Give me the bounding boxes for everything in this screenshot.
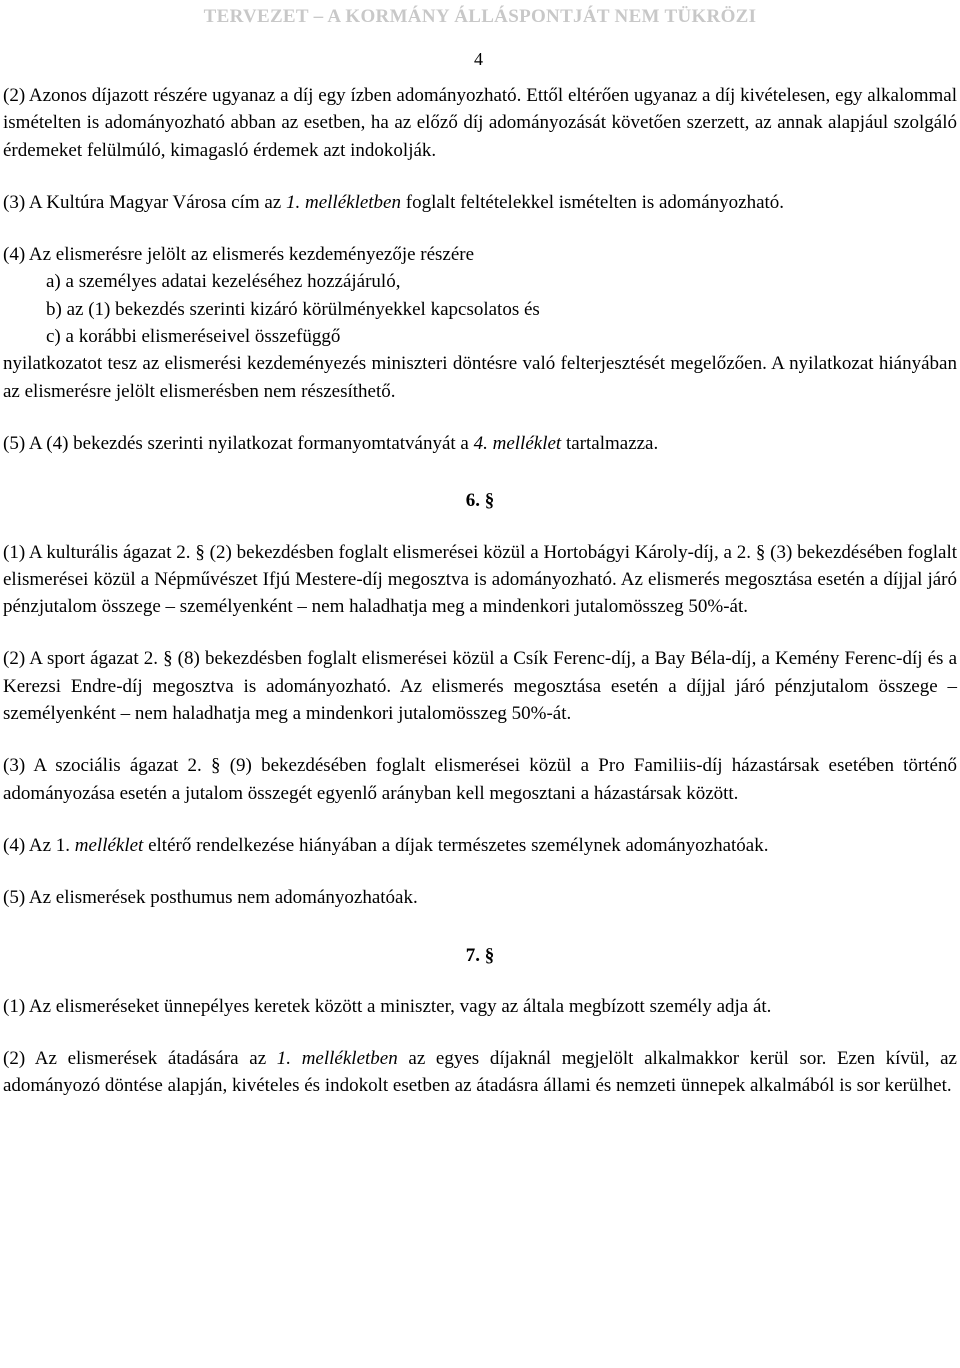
paragraph-6-1: (1) A kulturális ágazat 2. § (2) bekezdésben foglalt elismerései közül a Hortobágyi Károly-díj, a 2. § (3) bekezdésében foglalt elismerései közül a Népművészet Ifjú Mestere-díj megosztva is adományozható. Az elismerés megosztása esetén a díjjal járó pénzjutalom összege – személyenként – nem haladhatja meg a mindenkori jutalomösszeg 50%-át.	[3, 541, 957, 618]
text-run: (4) Az 1.	[3, 834, 75, 856]
section-heading-7: 7. §	[465, 944, 495, 966]
text-run: foglalt feltételekkel ismételten is adományozható.	[401, 191, 785, 213]
annex-reference: 1. mellékletben	[276, 1048, 398, 1070]
text-run: (5) A (4) bekezdés szerinti nyilatkozat formanyomtatványát a	[3, 432, 474, 454]
list-item-a: a) a személyes adatai kezeléséhez hozzájáruló,	[46, 271, 401, 293]
paragraph-6-2: (2) A sport ágazat 2. § (8) bekezdésben foglalt elismerései közül a Csík Ferenc-díj, a Bay Béla-díj, a Kemény Ferenc-díj és a Kerezsi Endre-díj megosztva is adományozható. Az elismerés megosztása esetén a díjjal járó pénzjutalom összege – személyenként – nem haladhatja meg a mindenkori jutalomösszeg 50%-át.	[3, 648, 957, 725]
list-item-c: c) a korábbi elismeréseivel összefüggő	[46, 326, 341, 348]
page-number: 4	[474, 49, 483, 69]
text-run: (2) Az elismerések átadására az	[3, 1048, 277, 1070]
paragraph-5-2: (2) Azonos díjazott részére ugyanaz a díj egy ízben adományozható. Ettől eltérően ugyanaz a díj kivételesen, egy alkalommal ismételten is adományozható abban az esetben, ha az előző díj adományozását követően szerzett, az annak alapjául szolgáló érdemeket felülmúló, kimagasló érdemek azt indokolják.	[3, 85, 957, 161]
annex-reference: 1. mellékletben	[285, 191, 401, 213]
text-run: (3) A Kultúra Magyar Városa cím az	[3, 191, 286, 213]
text-run: tartalmazza.	[561, 432, 659, 454]
paragraph-5-3	[3, 189, 957, 216]
paragraph-5-4-intro: (4) Az elismerésre jelölt az elismerés kezdeményezője részére	[3, 244, 475, 266]
document-body	[3, 82, 957, 1125]
paragraph-5-5	[3, 430, 957, 457]
paragraph-6-3: (3) A szociális ágazat 2. § (9) bekezdésében foglalt elismerései közül a Pro Familiis-díj házastársak esetében történő adományozása esetén a jutalom összegét egyenlő arányban kell megosztani a házastársak között.	[3, 755, 957, 804]
annex-reference: 4. melléklet	[473, 432, 562, 454]
paragraph-6-4	[3, 832, 957, 859]
paragraph-5-4	[3, 241, 957, 405]
draft-watermark: TERVEZET – A KORMÁNY ÁLLÁSPONTJÁT NEM TÜKRÖZI	[203, 6, 757, 27]
annex-reference: melléklet	[74, 834, 144, 856]
paragraph-5-4-closing: nyilatkozatot tesz az elismerési kezdeményezés miniszteri döntésre való felterjesztését megelőzően. A nyilatkozat hiányában az elismerésre jelölt elismerésben nem részesíthető.	[3, 353, 957, 402]
text-run: az egyes díjaknál megjelölt alkalmakkor kerül sor. Ezen kívül, az adományozó döntése alapján, kivételes és indokolt esetben az átadásra állami és nemzeti ünnepek alkalmából is sor kerülhet.	[3, 1048, 957, 1097]
paragraph-6-5: (5) Az elismerések posthumus nem adományozhatóak.	[3, 887, 418, 909]
text-run: eltérő rendelkezése hiányában a díjak természetes személynek adományozhatóak.	[143, 834, 769, 856]
list-item-b: b) az (1) bekezdés szerinti kizáró körülményekkel kapcsolatos és	[46, 298, 540, 320]
paragraph-7-2	[3, 1045, 957, 1100]
section-heading-6: 6. §	[465, 490, 495, 512]
paragraph-7-1: (1) Az elismeréseket ünnepélyes keretek között a miniszter, vagy az általa megbízott személy adja át.	[3, 995, 772, 1017]
